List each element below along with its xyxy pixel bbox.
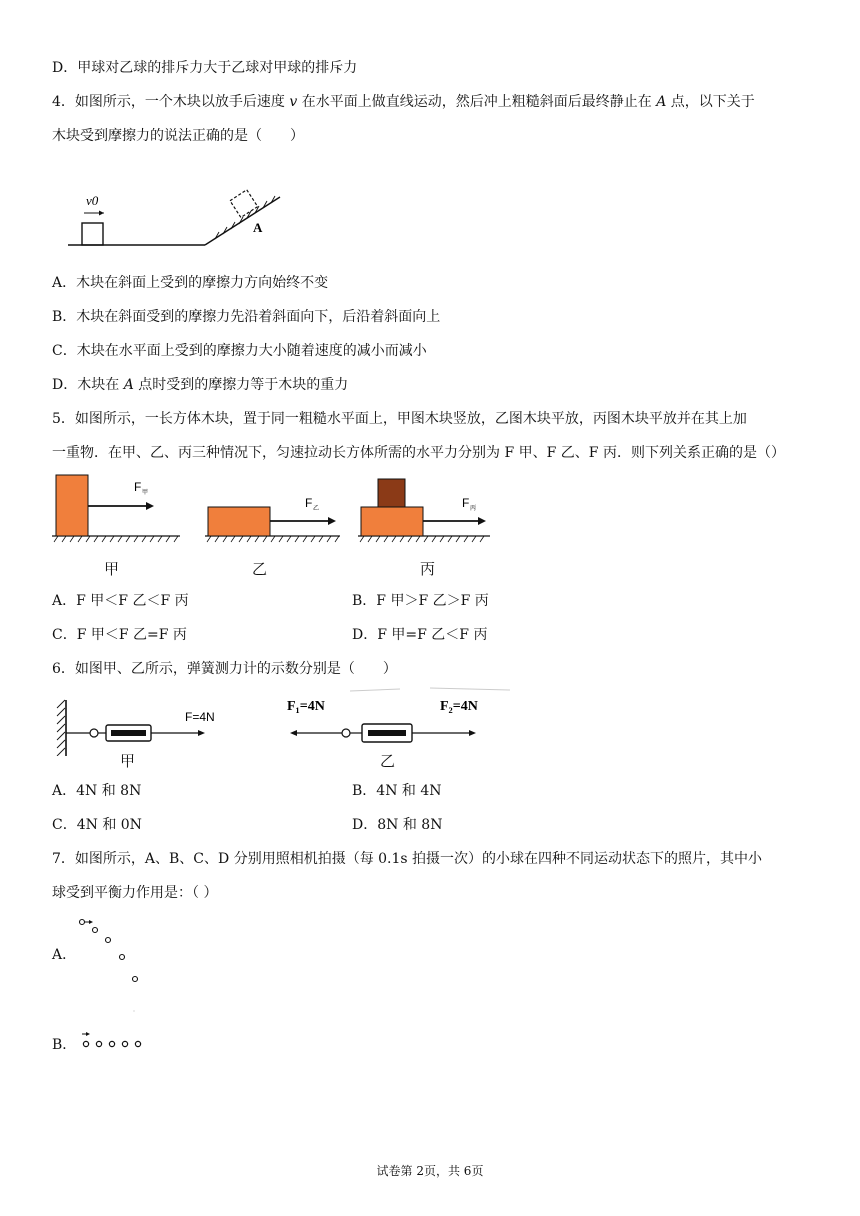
q7-option-b-figure (78, 1028, 148, 1052)
q5-option-a: A．F 甲＜F 乙＜F 丙 (52, 593, 189, 609)
q5-figure (50, 470, 500, 550)
q4-stem-part: 点，以下关于 (666, 94, 755, 110)
q4-stem-part: 4．如图所示，一个木块以放手后速度 (52, 94, 290, 110)
q4-stem-var-a: A (656, 94, 667, 110)
q6-label-f1: F₁=4N (287, 699, 325, 714)
q4-stem-line2: 木块受到摩擦力的说法正确的是（ ） (52, 128, 304, 144)
q5-option-c: C．F 甲＜F 乙=F 丙 (52, 627, 187, 643)
q7-stem-line1: 7．如图所示，A、B、C、D 分别用照相机拍摄（每 0.1s 拍摄一次）的小球在四种不同运动状态下的照片，其中小 (52, 851, 763, 867)
q5-stem-line1: 5．如图所示，一长方体木块，置于同一粗糙水平面上，甲图木块竖放，乙图木块平放，丙图木块平放并在其上加 (52, 411, 747, 427)
q4-label-v0: v0 (86, 193, 99, 208)
q5-weight (378, 479, 405, 507)
q4-option-d-part: D．木块在 (52, 377, 124, 393)
q6-option-d: D．8N 和 8N (352, 817, 443, 833)
q4-label-a: A (253, 220, 263, 235)
q4-option-d (52, 375, 348, 395)
q6-option-c: C．4N 和 0N (52, 817, 142, 833)
q4-option-a: A．木块在斜面上受到的摩擦力方向始终不变 (52, 275, 329, 291)
q6-label-f: F=4N (185, 710, 215, 724)
q5-caption-jia: 甲 (104, 560, 120, 578)
q4-stem-var-v: v (289, 94, 298, 110)
q6-label-f2: F₂=4N (440, 699, 478, 714)
q5-option-d: D．F 甲=F 乙＜F 丙 (352, 627, 488, 643)
q5-stem-line2: 一重物．在甲、乙、丙三种情况下，匀速拉动长方体所需的水平力分别为 F 甲、F 乙、F 丙．则下列关系正确的是（） (52, 445, 785, 461)
q5-label-sub: 乙 (313, 506, 320, 512)
q4-stem (52, 92, 755, 112)
q4-incline-figure (60, 185, 290, 265)
q7-option-b: B． (52, 1037, 77, 1053)
q3-option-d: D．甲球对乙球的排斥力大于乙球对甲球的排斥力 (52, 60, 358, 76)
q5-block-with-weight (361, 507, 423, 536)
page-footer: 试卷第 2页，共 6页 (376, 1164, 484, 1178)
q5-option-b: B．F 甲＞F 乙＞F 丙 (352, 593, 489, 609)
q7-stem-line2: 球受到平衡力作用是：（ ） (52, 885, 218, 901)
q5-block-vertical (56, 475, 88, 536)
q5-label-f: F (462, 496, 470, 510)
q5-label-sub: 丙 (470, 506, 477, 512)
q4-stem-part: 在水平面上做直线运动，然后冲上粗糙斜面后最终静止在 (297, 94, 657, 110)
q5-label-f: F (305, 496, 313, 510)
q6-option-b: B．4N 和 4N (352, 783, 442, 799)
q6-figure (50, 686, 520, 756)
q5-caption-yi: 乙 (252, 560, 268, 578)
q4-option-d-var: A (123, 377, 134, 393)
q7-option-a-figure (76, 912, 156, 1022)
q5-label-sub: 甲 (142, 490, 149, 496)
q5-label-f: F (134, 480, 142, 494)
q4-block (82, 223, 103, 245)
q6-caption-yi: 乙 (380, 752, 396, 770)
q5-block-flat (208, 507, 270, 536)
q7-option-a: A． (52, 947, 77, 963)
q4-option-b: B．木块在斜面受到的摩擦力先沿着斜面向下，后沿着斜面向上 (52, 309, 441, 325)
q4-option-c: C．木块在水平面上受到的摩擦力大小随着速度的减小而减小 (52, 343, 427, 359)
q4-option-d-part: 点时受到的摩擦力等于木块的重力 (133, 377, 349, 393)
q6-option-a: A．4N 和 8N (52, 783, 142, 799)
q6-caption-jia: 甲 (120, 752, 136, 770)
q5-caption-bing: 丙 (420, 560, 436, 578)
q6-stem: 6．如图甲、乙所示，弹簧测力计的示数分别是（ ） (52, 661, 397, 677)
